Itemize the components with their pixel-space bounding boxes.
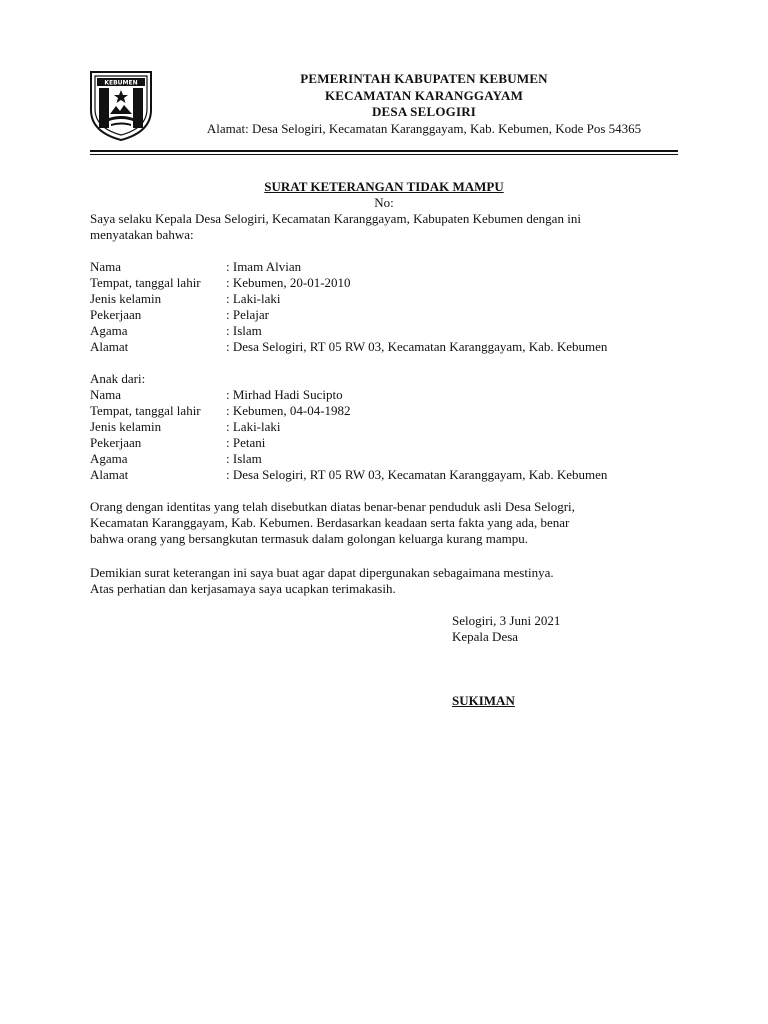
closing-line-1: Demikian surat keterangan ini saya buat agar dapat dipergunakan sebagaimana mestinya.: [90, 565, 554, 580]
letterhead-rule-thick: [90, 150, 678, 152]
letterhead-district: KECAMATAN KARANGGAYAM: [324, 88, 524, 103]
subject-religion-value: : Islam: [226, 323, 262, 338]
signature-name: SUKIMAN: [452, 693, 515, 708]
parent-birth-label: Tempat, tanggal lahir: [90, 403, 201, 418]
parent-religion-label: Agama: [90, 451, 128, 466]
document-number: No:: [374, 195, 394, 210]
subject-religion-label: Agama: [90, 323, 128, 338]
subject-address-value: : Desa Selogiri, RT 05 RW 03, Kecamatan Karanggayam, Kab. Kebumen: [226, 339, 608, 354]
statement-line-2: Kecamatan Karanggayam, Kab. Kebumen. Berdasarkan keadaan serta fakta yang ada, benar: [90, 515, 570, 530]
letterhead-rule-thin: [90, 154, 678, 155]
subject-job-label: Pekerjaan: [90, 307, 142, 322]
statement-line-3: bahwa orang yang bersangkutan termasuk dalam golongan keluarga kurang mampu.: [90, 531, 529, 546]
subject-birth-label: Tempat, tanggal lahir: [90, 275, 201, 290]
parent-religion-value: : Islam: [226, 451, 262, 466]
subject-birth-value: : Kebumen, 20-01-2010: [226, 275, 351, 290]
subject-name-label: Nama: [90, 259, 122, 274]
parent-gender-value: : Laki-laki: [226, 419, 281, 434]
subject-gender-value: : Laki-laki: [226, 291, 281, 306]
parent-address-value: : Desa Selogiri, RT 05 RW 03, Kecamatan Karanggayam, Kab. Kebumen: [226, 467, 608, 482]
signature-position: Kepala Desa: [452, 629, 519, 644]
parent-address-label: Alamat: [90, 467, 129, 482]
letterhead-government: PEMERINTAH KABUPATEN KEBUMEN: [300, 71, 548, 86]
parent-birth-value: : Kebumen, 04-04-1982: [226, 403, 351, 418]
parent-job-label: Pekerjaan: [90, 435, 142, 450]
parent-heading: Anak dari:: [90, 371, 146, 386]
statement-line-1: Orang dengan identitas yang telah disebutkan diatas benar-benar penduduk asli Desa Selogri,: [90, 499, 575, 514]
subject-name-value: : Imam Alvian: [226, 259, 302, 274]
letterhead-village: DESA SELOGIRI: [371, 104, 477, 119]
subject-address-label: Alamat: [90, 339, 129, 354]
parent-name-value: : Mirhad Hadi Sucipto: [226, 387, 343, 402]
regency-logo: [89, 70, 153, 142]
logo-lettering: KEBUMEN: [104, 79, 138, 87]
subject-job-value: : Pelajar: [226, 307, 269, 322]
document-title: SURAT KETERANGAN TIDAK MAMPU: [264, 179, 504, 194]
intro-line-1: Saya selaku Kepala Desa Selogiri, Kecamatan Karanggayam, Kabupaten Kebumen dengan ini: [90, 211, 581, 226]
signature-place-date: Selogiri, 3 Juni 2021: [452, 613, 561, 628]
intro-line-2: menyatakan bahwa:: [90, 227, 194, 242]
coat-of-arms-icon: [89, 70, 153, 142]
closing-line-2: Atas perhatian dan kerjasamaya saya ucapkan terimakasih.: [90, 581, 396, 596]
parent-gender-label: Jenis kelamin: [90, 419, 162, 434]
subject-gender-label: Jenis kelamin: [90, 291, 162, 306]
parent-job-value: : Petani: [226, 435, 266, 450]
letterhead-address: Alamat: Desa Selogiri, Kecamatan Karanggayam, Kab. Kebumen, Kode Pos 54365: [206, 121, 642, 136]
parent-name-label: Nama: [90, 387, 122, 402]
